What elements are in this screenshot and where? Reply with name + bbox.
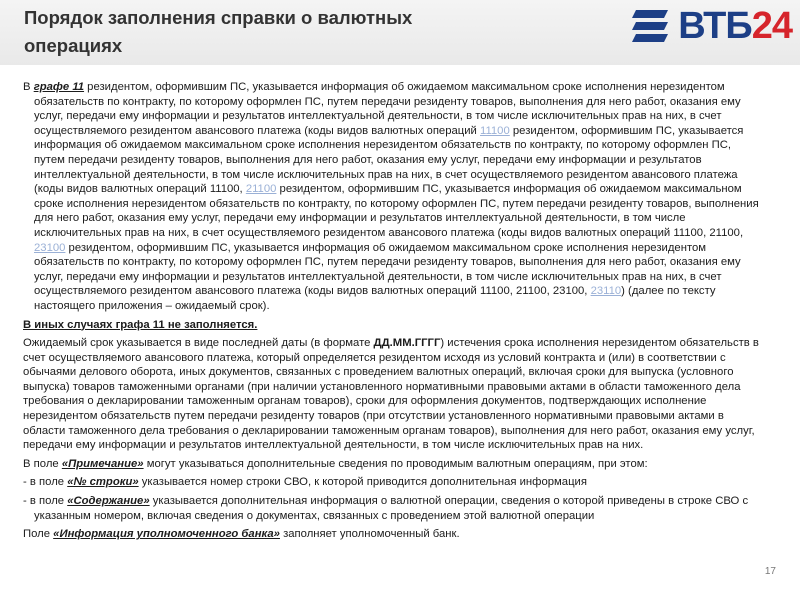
page-number: 17: [764, 566, 776, 577]
text-span: Поле: [23, 528, 54, 541]
text-span: - в поле: [23, 495, 68, 508]
slide-body: [23, 80, 763, 546]
text-span: резидентом, оформившим ПС, указывается информация об ожидаемом максимальном сроке исполнения нерезидентом обязательств по контракту, по которому оформлен ПС, путем передачи резиденту товаров, выполнения для него работ, оказания ему услуг, передачи ему информации и результатов интеллектуальной деятельности, в том числе исключительных прав на них, в счет осуществляемого резидентом авансового платежа (коды видов валютных операций 11100,: [34, 124, 744, 196]
text-span: указывается номер строки СВО, к которой приводится дополнительная информация: [138, 476, 587, 489]
other-cases-text: В иных случаях графа 11 не заполняется.: [23, 318, 258, 331]
paragraph-note-field: [23, 457, 763, 472]
bank-info-field-label: «Информация уполномоченного банка»: [53, 528, 280, 541]
text-span: - в поле: [23, 476, 68, 489]
text-span: резидентом, оформившим ПС, указывается информация об ожидаемом максимальном сроке исполнения нерезидентом обязательств по контракту, по которому оформлен ПС, путем передачи резиденту товаров, выполнения для него работ, оказания ему услуг, передачи ему информации и результатов интеллектуальной деятельности, в том числе исключительных прав на них, в счет осуществляемого резидентом авансового платежа (коды видов валютных операций: [34, 81, 741, 137]
vtb-logo-icon: [632, 4, 672, 48]
logo-wordmark: [678, 7, 792, 45]
page-title: Порядок заполнения справки о валютных операциях: [24, 7, 413, 56]
graph-11-label: графе 11: [33, 81, 85, 93]
text-span: указывается дополнительная информация о валютной операции, сведения о которой приведены в строке СВО с указанным номером, включая сведения о документах, связанных с проведением этой валютной операции: [34, 495, 749, 522]
text-span: ) истечения срока исполнения нерезидентом обязательств в счет осуществляемого авансового платежа, который определяется резидентом исходя из условий контракта и (или) в соответствии с обычаями делового оборота, иных документов, связанных с проведением валютных операций, включая сроки для выпуска (условного выпуска) товаров таможенными органами (при наличии установленного нормативными правовыми актами в области таможенного дела требования о декларировании таможенным органам товаров), сроки для оформления документов, подтверждающих исполнение нерезидентом обязательств путем передачи резиденту товаров (при отсутствии установленного нормативными правовыми актами в области таможенного дела требования о декларировании таможенным органам товаров), выполнения для него работ, оказания ему услуг, передачи ему информации и результатов интеллектуальной деятельности, в том числе исключительных прав на них.: [23, 337, 759, 452]
header-bar: [0, 0, 800, 65]
text-span: могут указываться дополнительные сведения по проводимым валютным операциям, при этом:: [143, 457, 648, 470]
text-span: Ожидаемый срок указывается в виде последней даты (в формате: [23, 337, 374, 350]
text-span: В поле: [23, 457, 62, 470]
content-field-label: «Содержание»: [67, 495, 150, 508]
text-span: резидентом, оформившим ПС, указывается информация об ожидаемом максимальном сроке исполнения нерезидентом обязательств по контракту, по которому оформлен ПС, путем передачи резиденту товаров, выполнения для него работ, оказания ему услуг, передачи ему информации и результатов интеллектуальной деятельности, в том числе исключительных прав на них, в счет осуществляемого резидентом авансового платежа (коды видов валютных операций 11100, 21100,: [34, 183, 759, 239]
link-code-23100[interactable]: 23100: [34, 241, 66, 254]
paragraph-graph-11: [23, 80, 763, 314]
link-code-11100[interactable]: 11100: [480, 124, 510, 137]
link-code-23110[interactable]: 23110: [590, 285, 622, 298]
text-span: резидентом, оформившим ПС, указывается информация об ожидаемом максимальном сроке исполнения нерезидентом обязательств по контракту, по которому оформлен ПС, путем передачи резиденту товаров, выполнения для него работ, оказания ему услуг, передачи ему информации и результатов интеллектуальной деятельности, в том числе исключительных прав на них, в счет осуществляемого резидентом авансового платежа (коды видов валютных операций 11100, 21100, 23100,: [34, 241, 741, 298]
paragraph-content-field: [23, 494, 763, 523]
text-span: ) (далее по тексту настоящего приложения – ожидаемый срок).: [34, 285, 716, 312]
date-format-label: ДД.ММ.ГГГГ: [373, 337, 441, 350]
text-span: В: [23, 81, 34, 93]
link-code-21100[interactable]: 21100: [245, 183, 277, 196]
row-number-field-label: «№ строки»: [67, 476, 139, 489]
paragraph-bank-info-field: [23, 527, 763, 542]
text-span: заполняет уполномоченный банк.: [279, 528, 460, 541]
note-field-label: «Примечание»: [61, 457, 144, 470]
logo-vtb-text: ВТБ: [678, 5, 752, 47]
bank-logo: [632, 0, 792, 52]
paragraph-expected-term: [23, 336, 763, 453]
paragraph-other-cases: [23, 318, 763, 333]
logo-24-text: 24: [751, 5, 792, 47]
paragraph-row-number-field: [23, 475, 763, 490]
